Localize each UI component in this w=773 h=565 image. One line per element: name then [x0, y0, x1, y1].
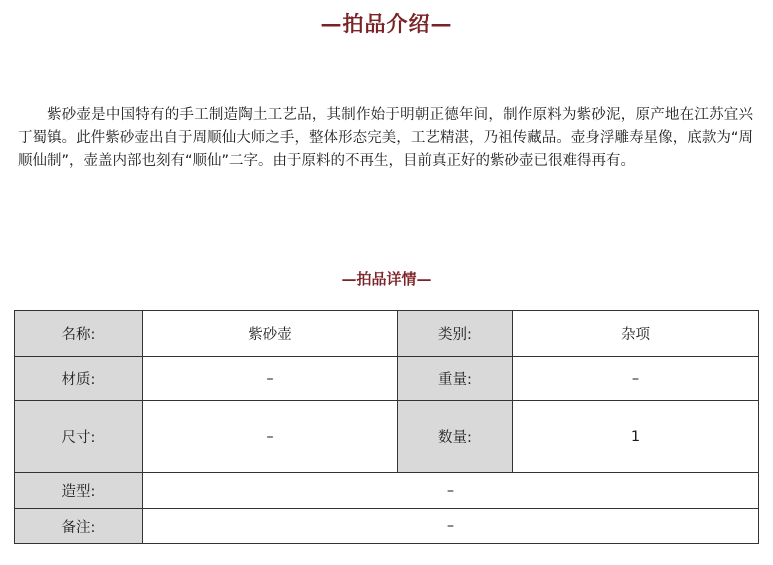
- category-value: 杂项: [513, 311, 759, 357]
- name-value: 紫砂壶: [143, 311, 398, 357]
- category-label: 类别:: [398, 311, 513, 357]
- details-table: [14, 310, 759, 544]
- table-row: [15, 357, 759, 401]
- table-row: [15, 509, 759, 544]
- material-label: 材质:: [15, 357, 143, 401]
- section-title-details: —拍品详情—: [341, 270, 432, 288]
- name-label: 名称:: [15, 311, 143, 357]
- remark-value: –: [143, 509, 759, 544]
- quantity-value: 1: [513, 401, 759, 473]
- shape-label: 造型:: [15, 473, 143, 509]
- remark-label: 备注:: [15, 509, 143, 544]
- weight-value: –: [513, 357, 759, 401]
- material-value: –: [143, 357, 398, 401]
- size-value: –: [143, 401, 398, 473]
- shape-value: –: [143, 473, 759, 509]
- quantity-label: 数量:: [398, 401, 513, 473]
- weight-label: 重量:: [398, 357, 513, 401]
- section-title-intro: —拍品介绍—: [320, 11, 453, 36]
- size-label: 尺寸:: [15, 401, 143, 473]
- intro-paragraph: 紫砂壶是中国特有的手工制造陶土工艺品，其制作始于明朝正德年间，制作原料为紫砂泥，原产地在江苏宜兴丁蜀镇。此件紫砂壶出自于周顺仙大师之手，整体形态完美，工艺精湛，乃祖传藏品。壶身浮雕寿星像，底款为“周顺仙制”，壶盖内部也刻有“顺仙”二字。由于原料的不再生，目前真正好的紫砂壶已很难得再有。: [18, 107, 753, 169]
- table-row: [15, 401, 759, 473]
- table-row: [15, 311, 759, 357]
- table-row: [15, 473, 759, 509]
